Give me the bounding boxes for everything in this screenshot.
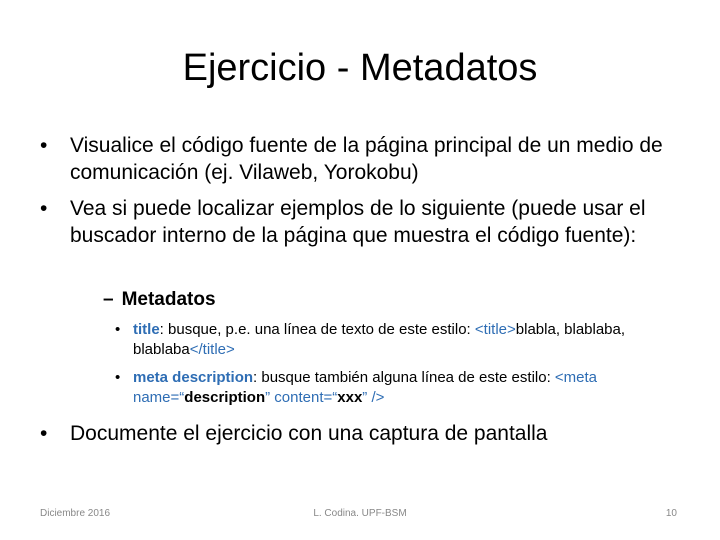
item-meta-code-start: <meta name=“: [133, 369, 598, 406]
footer-date: Diciembre 2016: [40, 508, 111, 519]
bullet-2: [40, 195, 690, 249]
item-title-tag-open: <title>: [474, 321, 516, 338]
bullet-1-text: Visualice el código fuente de la página principal de un medio de comunicación (ej. Vilaweb, Yorokobu): [70, 134, 663, 184]
bullet-dot: •: [40, 422, 48, 445]
bullet-1: [40, 132, 690, 186]
item-meta-code-value: xxx: [337, 389, 363, 406]
slide-title: Ejercicio - Metadatos: [182, 47, 538, 89]
bullet-dot: •: [115, 369, 121, 386]
footer-author: L. Codina. UPF-BSM: [313, 508, 407, 519]
item-meta-code-end: ” />: [362, 389, 385, 406]
item-meta-text: : busque también alguna línea de este estilo:: [253, 369, 555, 386]
item-meta-code-mid: ” content=“: [265, 389, 338, 406]
item-meta-keyword: meta description: [133, 369, 254, 386]
bullet-dot: •: [40, 197, 48, 220]
bullet-dot: •: [40, 134, 48, 157]
item-meta-description: [115, 368, 693, 408]
sub-dash: –: [103, 289, 114, 310]
bullet-2-text: Vea si puede localizar ejemplos de lo siguiente (puede usar el buscador interno de la página que muestra el código fuente):: [70, 197, 646, 247]
item-meta-code-name: description: [184, 389, 266, 406]
item-title: [115, 320, 693, 360]
sub-heading-text: Metadatos: [121, 289, 216, 310]
item-title-text-mid: blabla, blablaba, blablaba: [133, 321, 626, 358]
item-title-text: : busque, p.e. una línea de texto de este estilo:: [159, 321, 475, 338]
item-title-tag-close: </title>: [189, 341, 235, 358]
bullet-dot: •: [115, 321, 121, 338]
footer-page-number: 10: [665, 508, 677, 519]
bullet-3: [40, 420, 690, 447]
item-title-keyword: title: [133, 321, 160, 338]
bullet-3-text: Documente el ejercicio con una captura de pantalla: [70, 422, 548, 445]
sub-heading: [103, 288, 216, 312]
